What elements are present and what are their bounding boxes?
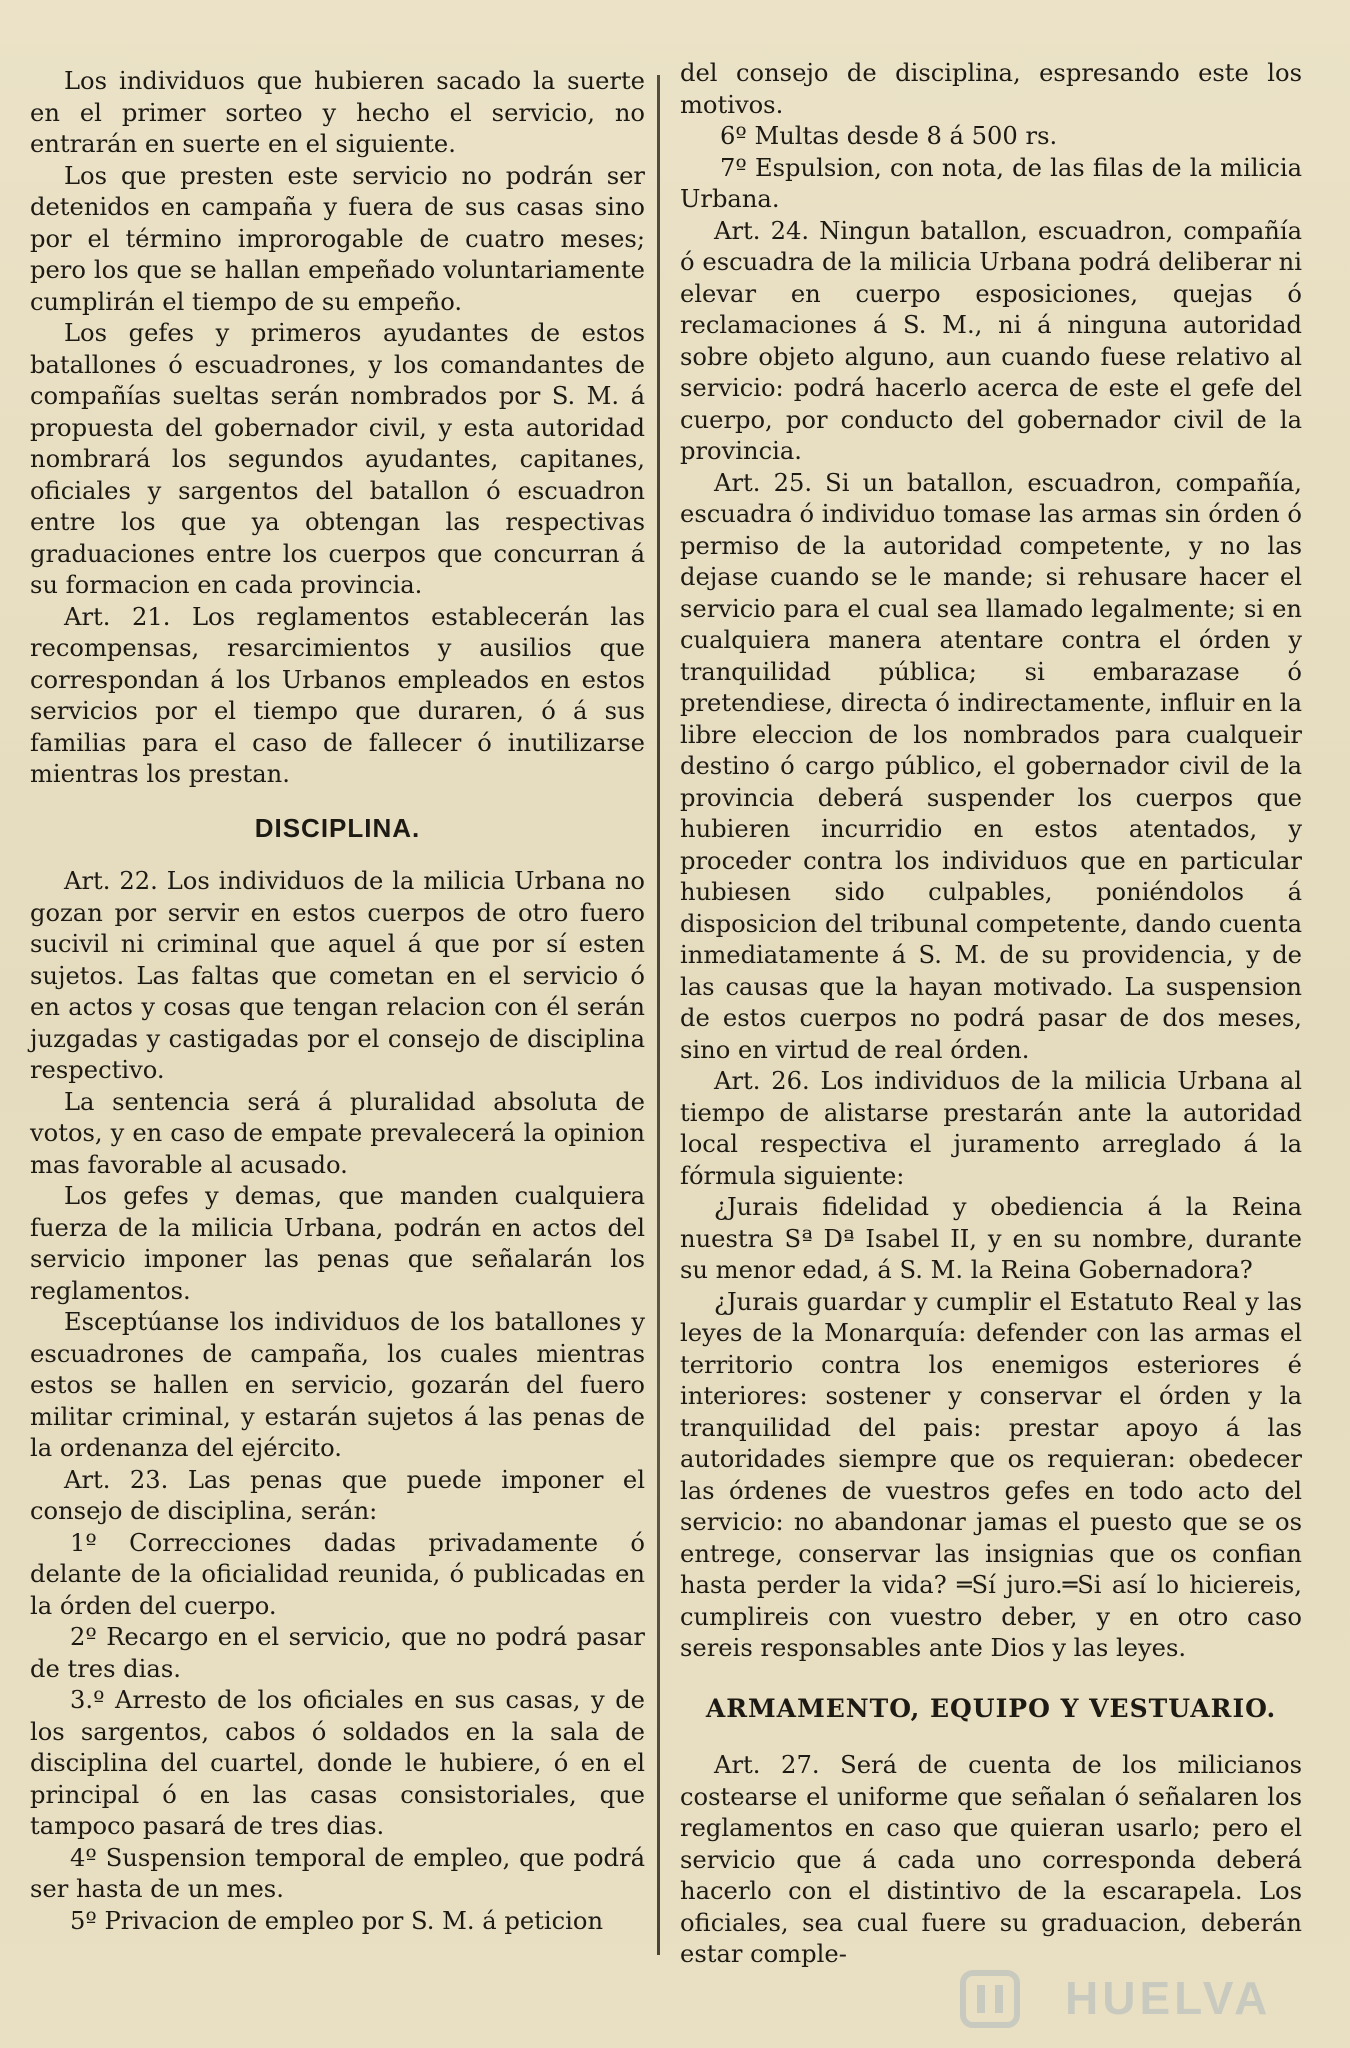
paragraph: La sentencia será á pluralidad absoluta de votos, y en caso de empate prevalecerá la opinion mas favorable al acusado.	[30, 1087, 645, 1179]
column-divider	[657, 75, 660, 1955]
article-21: Art. 21. Los reglamentos establecerán las recompensas, resarcimientos y ausilios que correspondan á los Urbanos empleados en estos servicios por el tiempo que duraren, ó á sus familias para el caso de fallecer ó inutilizarse mientras los prestan.	[30, 602, 645, 788]
penalty-item: 2º Recargo en el servicio, que no podrá pasar de tres dias.	[30, 1623, 645, 1683]
article-25: Art. 25. Si un batallon, escuadron, compañía, escuadra ó individuo tomase las armas sin órden ó permiso de la autoridad competente, y no las dejase cuando se le mande; si rehusare hacer el servicio para el cual sea llamado legalmente; si en cualquiera manera atentare contra el órden y tranquilidad pública; si embarazase ó pretendiese, directa ó indirectamente, influir en la libre eleccion de los nombrados para cualqueir destino ó cargo público, el gobernador civil de la provincia deberá suspender los cuerpos que hubieren incurridio en estos atentados, y proceder contra los individuos que en particular hubiesen sido culpables, poniéndolos á disposicion del tribunal competente, dando cuenta inmediatamente á S. M. de su providencia, y de las causas que la hayan motivado. La suspension de estos cuerpos no podrá pasar de dos meses, sino en virtud de real órden.	[680, 468, 1302, 1064]
paragraph: Esceptúanse los individuos de los batallones y escuadrones de campaña, los cuales mientras estos se hallen en servicio, gozarán del fuero militar criminal, y estarán sujetos á las penas de la ordenanza del ejército.	[30, 1308, 645, 1462]
oath-question: ¿Jurais guardar y cumplir el Estatuto Real y las leyes de la Monarquía: defender con las armas el territorio contra los enemigos esteriores é interiores: sostener y conservar el órden y la tranquilidad del pais: prestar apoyo á las autoridades siempre que os requieran: obedecer las órdenes de vuestros gefes en todo acto del servicio: no abandonar jamas el puesto que se os entrege, conservar las insignias que os confian hasta perder la vida? ═Sí juro.═Si así lo hiciereis, cumplireis con vuestro deber, y en otro caso sereis responsables ante Dios y las leyes.	[680, 1287, 1302, 1662]
article-27: Art. 27. Será de cuenta de los milicianos costearse el uniforme que señalan ó señalaren los reglamentos en caso que quieran usarlo; pero el servicio que á cada uno corresponda deberá hacerlo con el distintivo de la escarapela. Los oficiales, sea cual fuere su graduacion, deberán estar comple-	[680, 1751, 1302, 1968]
penalty-item: 3.º Arresto de los oficiales en sus casas, y de los sargentos, cabos ó soldados en la sala de disciplina del cuartel, donde le hubiere, ó en el principal ó en las casas consistoriales, que tampoco pasará de tres dias.	[30, 1686, 645, 1840]
right-column	[680, 58, 1302, 1971]
watermark-emblem-icon	[945, 1967, 1035, 2031]
paragraph: Los que presten este servicio no podrán ser detenidos en campaña y fuera de sus casas sino por el término improrogable de cuatro meses; pero los que se hallan empeñado voluntariamente cumplirán el tiempo de su empeño.	[30, 161, 645, 316]
paragraph: Los gefes y demas, que manden cualquiera fuerza de la milicia Urbana, podrán en actos del servicio imponer las penas que señalarán los reglamentos.	[30, 1182, 645, 1305]
section-heading-disciplina: DISCIPLINA.	[254, 812, 421, 843]
paragraph: Los gefes y primeros ayudantes de estos batallones ó escuadrones, y los comandantes de compañías sueltas serán nombrados por S. M. á propuesta del gobernador civil, y esta autoridad nombrará los segundos ayudantes, capitanes, oficiales y sargentos del batallon ó escuadron entre los que ya obtengan las respectivas graduaciones entre los cuerpos que concurran á su formacion en cada provincia.	[30, 319, 645, 599]
penalty-item: 6º Multas desde 8 á 500 rs.	[720, 122, 1058, 150]
paragraph: Los individuos que hubieren sacado la suerte en el primer sorteo y hecho el servicio, no entrarán en suerte en el siguiente.	[30, 67, 645, 158]
penalty-item: 7º Espulsion, con nota, de las filas de la milicia Urbana.	[680, 153, 1302, 213]
paragraph: del consejo de disciplina, espresando este los motivos.	[680, 59, 1302, 119]
section-heading-armamento: ARMAMENTO, EQUIPO Y VESTUARIO.	[705, 1693, 1277, 1723]
article-24: Art. 24. Ningun batallon, escuadron, compañía ó escuadra de la milicia Urbana podrá deliberar ni elevar en cuerpo esposiciones, quejas ó reclamaciones á S. M., ni á ninguna autoridad sobre objeto alguno, aun cuando fuese relativo al servicio: podrá hacerlo acerca de este el gefe del cuerpo, por conducto del gobernador civil de la provincia.	[680, 216, 1302, 465]
penalty-item: 4º Suspension temporal de empleo, que podrá ser hasta de un mes.	[30, 1843, 645, 1903]
oath-question: ¿Jurais fidelidad y obediencia á la Reina nuestra Sª Dª Isabel II, y en su nombre, durante su menor edad, á S. M. la Reina Gobernadora?	[680, 1193, 1302, 1284]
library-watermark	[945, 1965, 1315, 2035]
article-22: Art. 22. Los individuos de la milicia Urbana no gozan por servir en estos cuerpos de otro fuero sucivil ni criminal que aquel á que por sí esten sujetos. Las faltas que cometan en el servicio ó en actos y cosas que tengan relacion con él serán juzgadas y castigadas por el consejo de disciplina respectivo.	[30, 867, 645, 1084]
left-column	[30, 66, 645, 1937]
penalty-item: 5º Privacion de empleo por S. M. á peticion	[70, 1906, 604, 1935]
article-23: Art. 23. Las penas que puede imponer el consejo de disciplina, serán:	[30, 1465, 645, 1525]
penalty-item: 1º Correcciones dadas privadamente ó delante de la oficialidad reunida, ó publicadas en la órden del cuerpo.	[30, 1528, 645, 1620]
watermark-text: HUELVA	[1065, 1972, 1272, 2024]
article-26: Art. 26. Los individuos de la milicia Urbana al tiempo de alistarse prestarán ante la autoridad local respectiva el juramento arreglado á la fórmula siguiente:	[680, 1067, 1302, 1190]
